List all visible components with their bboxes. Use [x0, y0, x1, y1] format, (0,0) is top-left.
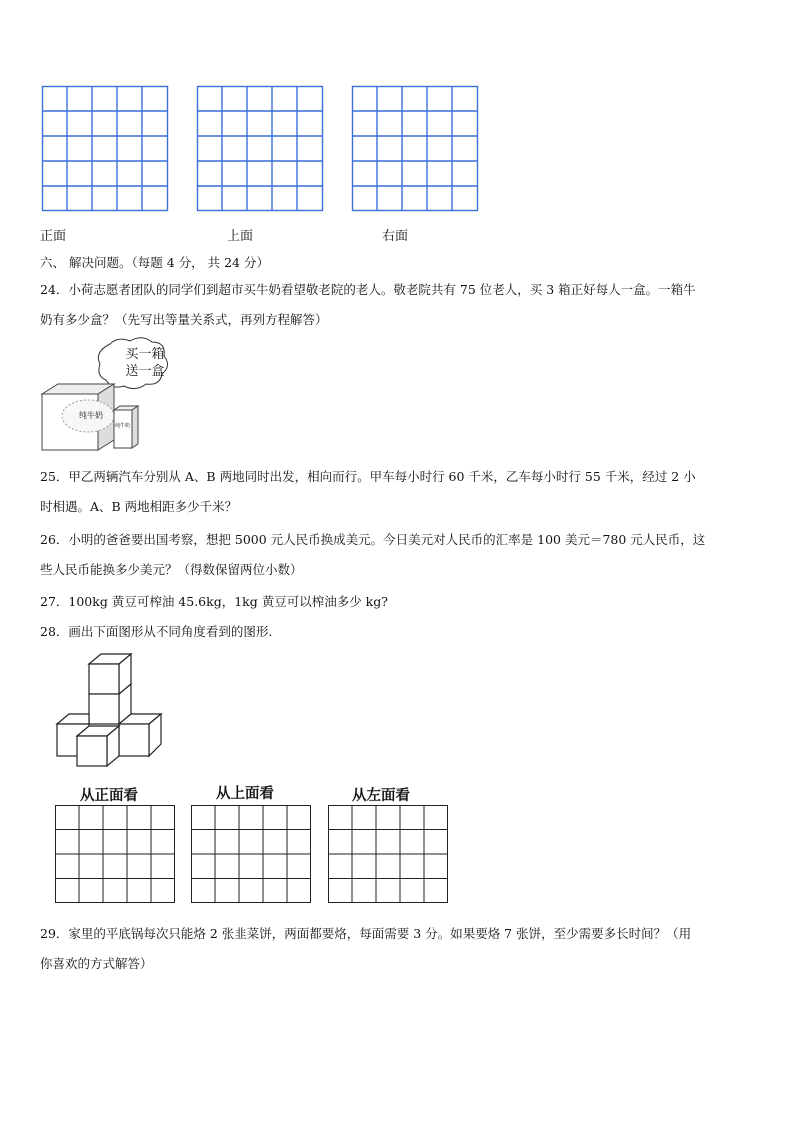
- problem-24-line1: 24．小荷志愿者团队的同学们到超市买牛奶看望敬老院的老人。敬老院共有 75 位老人，买 3 箱正好每人一盒。一箱牛: [40, 282, 696, 297]
- front-view-title: 从正面看: [80, 788, 138, 804]
- problem-24-line2: 奶有多少盒？（先写出等量关系式，再列方程解答）: [40, 312, 328, 327]
- top-view-title: 从上面看: [216, 786, 274, 802]
- top-view-grid: [197, 86, 323, 211]
- bubble-line-1: 买一箱: [125, 347, 165, 362]
- section-title: 六、 解决问题。（每题 4 分， 共 24 分）: [40, 255, 269, 270]
- right-view-grid: [352, 86, 478, 211]
- right-view-label: 右面: [382, 229, 409, 244]
- problem-26-line1: 26．小明的爸爸要出国考察，想把 5000 元人民币换成美元。今日美元对人民币的汇率是 100 美元＝780 元人民币，这: [40, 532, 706, 547]
- problem-25-line2: 时相遇。A、B 两地相距多少千米？: [40, 499, 238, 514]
- top-view-answer-grid: [191, 805, 311, 903]
- problem-28-line1: 28．画出下面图形从不同角度看到的图形.: [40, 624, 273, 639]
- milk-box-label: 纯牛奶: [79, 411, 103, 420]
- speech-bubble-text: [118, 346, 172, 380]
- left-view-title: 从左面看: [352, 788, 410, 804]
- milk-carton-label: 纯牛奶: [115, 423, 131, 429]
- left-view-answer-grid: [328, 805, 448, 903]
- front-view-grid: [42, 86, 168, 211]
- problem-29-line2: 你喜欢的方式解答）: [40, 956, 153, 971]
- problem-29-line1: 29．家里的平底锅每次只能烙 2 张韭菜饼，两面都要烙，每面需要 3 分。如果要烙 7 张饼，至少需要多长时间？（用: [40, 926, 692, 941]
- problem-26-line2: 些人民币能换多少美元？（得数保留两位小数）: [40, 562, 303, 577]
- front-view-answer-grid: [55, 805, 175, 903]
- problem-25-line1: 25．甲乙两辆汽车分别从 A、B 两地同时出发，相向而行。甲车每小时行 60 千米，乙车每小时行 55 千米，经过 2 小: [40, 469, 696, 484]
- top-view-label: 上面: [227, 229, 254, 244]
- bubble-line-2: 送一盒: [125, 364, 165, 379]
- cube-stack-figure: [55, 652, 167, 770]
- front-view-label: 正面: [40, 229, 67, 244]
- problem-27-line1: 27．100kg 黄豆可榨油 45.6kg，1kg 黄豆可以榨油多少 kg?: [40, 594, 388, 609]
